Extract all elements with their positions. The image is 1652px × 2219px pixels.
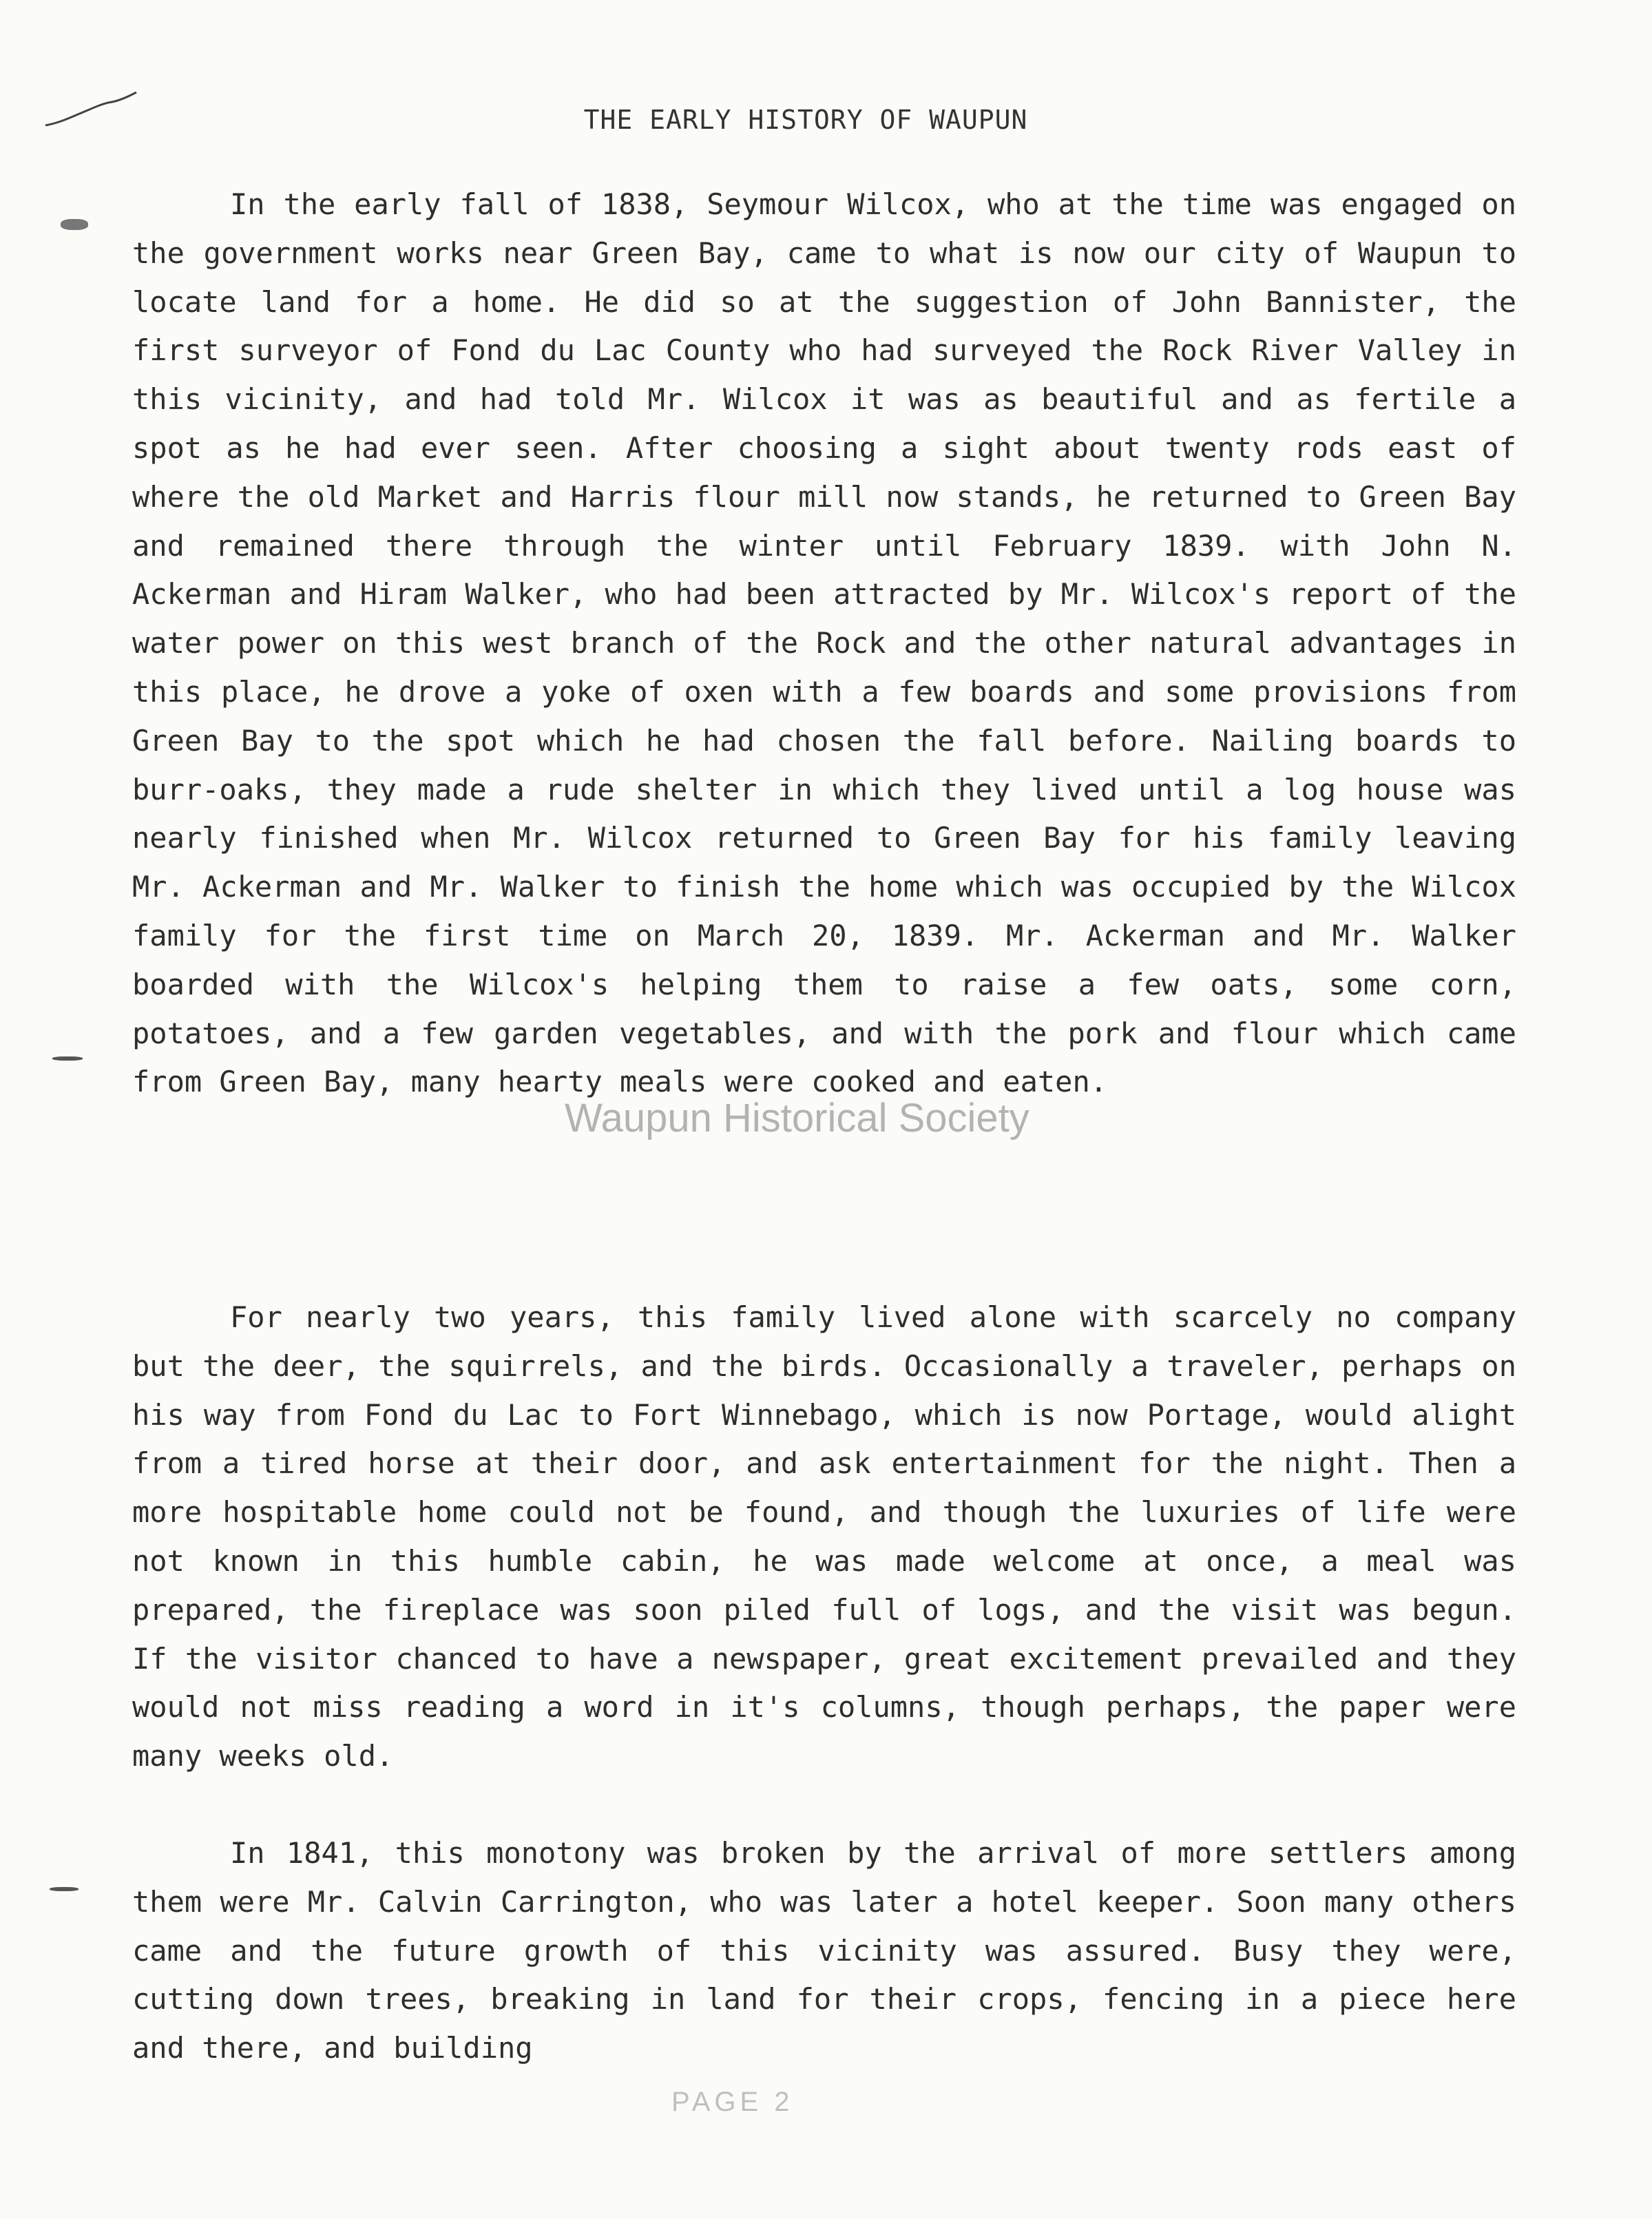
paragraph: In 1841, this monotony was broken by the arrival of more settlers among them were Mr. Calvin Carrington, who was later a hotel keeper. Soon many others came and the future growth of this vicinity was assured. Busy they were, cutting down trees, breaking in land for their crops, fencing in a piece here and there, and building [132, 1836, 1516, 2065]
document-title: THE EARLY HISTORY OF WAUPUN [583, 105, 1028, 135]
margin-mark [52, 1056, 83, 1061]
watermark: Waupun Historical Society [565, 1096, 1029, 1140]
margin-mark [50, 1887, 79, 1891]
page-number: PAGE 2 [671, 2087, 794, 2117]
paragraph: For nearly two years, this family lived alone with scarcely no company but the deer, the squirrels, and the birds. Occasionally a traveler, perhaps on his way from Fond du Lac to Fort Winnebago, which is now Portage, would alight from a tired horse at their door, and ask entertainment for the night. Then a more hospitable home could not be found, and though the luxuries of life were not known in this humble cabin, he was made welcome at once, a meal was prepared, the fireplace was soon piled full of logs, and the visit was begun. If the visitor chanced to have a newspaper, great excitement prevailed and they would not miss reading a word in it's columns, though perhaps, the paper were many weeks old. [132, 1300, 1516, 1773]
punch-hole-mark [61, 219, 88, 230]
paragraph: In the early fall of 1838, Seymour Wilcox, who at the time was engaged on the government works near Green Bay, came to what is now our city of Waupun to locate land for a home. He did so at the suggestion of John Bannister, the first surveyor of Fond du Lac County who had surveyed the Rock River Valley in this vicinity, and had told Mr. Wilcox it was as beautiful and as fertile a spot as he had ever seen. After choosing a sight about twenty rods east of where the old Market and Harris flour mill now stands, he returned to Green Bay and remained there through the winter until February 1839. with John N. Ackerman and Hiram Walker, who had been attracted by Mr. Wilcox's report of the water power on this west branch of the Rock and the other natural advantages in this place, he drove a yoke of oxen with a few boards and some provisions from Green Bay to the spot which he had chosen the fall before. Nailing boards to burr-oaks, they made a rude shelter in which they lived until a log house was nearly finished when Mr. Wilcox returned to Green Bay for his family leaving Mr. Ackerman and Mr. Walker to finish the home which was occupied by the Wilcox family for the first time on March 20, 1839. Mr. Ackerman and Mr. Walker boarded with the Wilcox's helping them to raise a few oats, some corn, potatoes, and a few garden vegetables, and with the pork and flour which came from Green Bay, many hearty meals were cooked and eaten. [132, 187, 1516, 1099]
